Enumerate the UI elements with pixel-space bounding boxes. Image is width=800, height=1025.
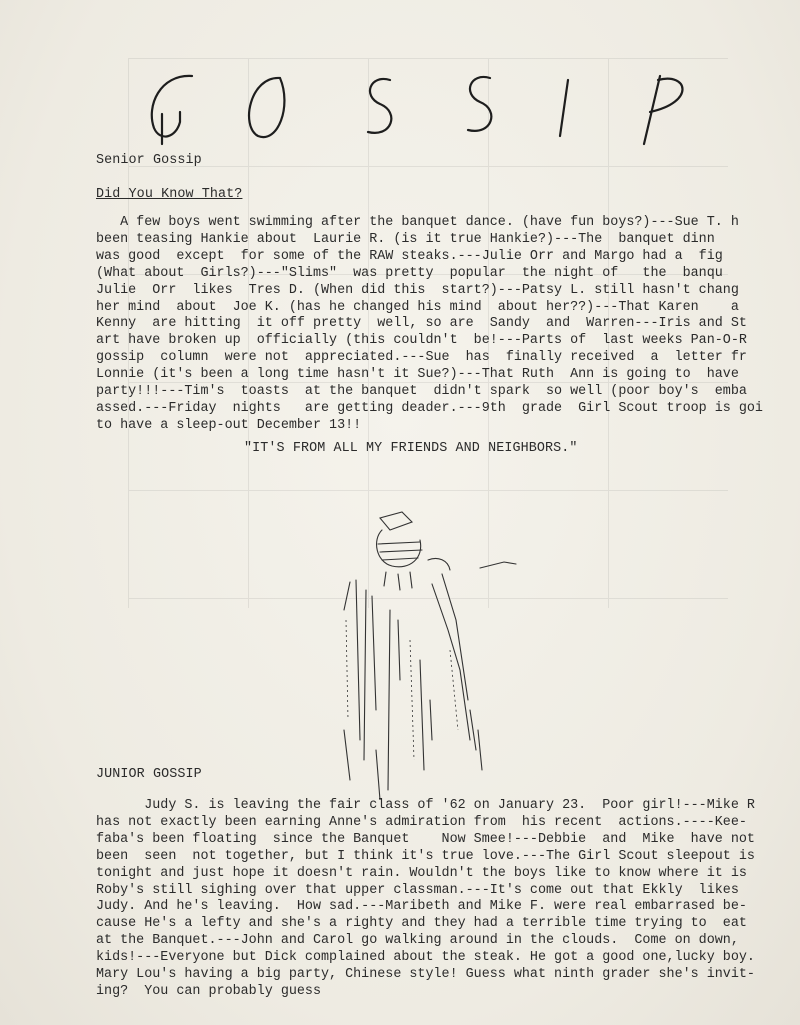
senior-line: (What about Girls?)---"Slims" was pretty popular the night of the banqu: [96, 265, 723, 281]
handwritten-title-art: [140, 66, 700, 146]
senior-line: A few boys went swimming after the banquet dance. (have fun boys?)---Sue T. h: [96, 215, 739, 230]
senior-line: Kenny are hitting it off pretty well, so are Sandy and Warren---Iris and St: [96, 316, 747, 332]
senior-line: assed.---Friday nights are getting deader.---9th grade Girl Scout troop is goi: [96, 400, 763, 416]
senior-gossip-paragraph: [96, 215, 792, 435]
senior-gossip-heading: Senior Gossip: [96, 153, 202, 168]
senior-line: been teasing Hankie about Laurie R. (is it true Hankie?)---The banquet dinn: [96, 231, 715, 247]
junior-line: tonight and just hope it doesn't rain. Wouldn't the boys like to know where it is: [96, 865, 747, 881]
figure-sketch-icon: [320, 500, 540, 800]
junior-line: Judy. And he's leaving. How sad.---Maribeth and Mike F. were real embarrased be-: [96, 899, 747, 915]
senior-line: Julie Orr likes Tres D. (When did this start?)---Patsy L. still hasn't chang: [96, 282, 739, 298]
junior-line: at the Banquet.---John and Carol go walking around in the clouds. Come on down,: [96, 933, 739, 949]
junior-line: has not exactly been earning Anne's admiration from his recent actions.----Kee-: [96, 814, 747, 830]
senior-line: was good except for some of the RAW steaks.---Julie Orr and Margo had a fig: [96, 248, 723, 264]
senior-line: her mind about Joe K. (has he changed his mind about her??)---That Karen a: [96, 299, 739, 315]
senior-line: party!!!---Tim's toasts at the banquet didn't spark so well (poor boy's emba: [96, 384, 747, 400]
did-you-know-heading: Did You Know That?: [96, 187, 243, 202]
junior-line: been seen not together, but I think it's true love.---The Girl Scout sleepout is: [96, 848, 755, 864]
junior-line: Judy S. is leaving the fair class of '62 on January 23. Poor girl!---Mike R: [96, 798, 755, 813]
senior-line: art have broken up officially (this couldn't be!---Parts of last weeks Pan-O-R: [96, 333, 747, 349]
junior-line: cause He's a lefty and she's a righty and they had a terrible time trying to eat: [96, 916, 747, 932]
senior-line: to have a sleep-out December 13!!: [96, 417, 362, 433]
junior-gossip-heading: JUNIOR GOSSIP: [96, 767, 202, 782]
junior-line: Roby's still sighing over that upper classman.---It's come out that Ekkly likes: [96, 882, 739, 898]
page-title: [140, 66, 700, 146]
friends-neighbors-quote: "IT'S FROM ALL MY FRIENDS AND NEIGHBORS.": [244, 441, 578, 456]
junior-line: faba's been floating since the Banquet Now Smee!---Debbie and Mike have not: [96, 831, 755, 847]
junior-line: Mary Lou's having a big party, Chinese style! Guess what ninth grader she's invit-: [96, 967, 755, 983]
junior-line: ing? You can probably guess: [96, 983, 321, 999]
junior-gossip-paragraph: [96, 798, 792, 1001]
senior-line: Lonnie (it's been a long time hasn't it Sue?)---That Ruth Ann is going to have: [96, 367, 739, 383]
hand-drawn-figure-sketch: [320, 500, 540, 800]
junior-line: kids!---Everyone but Dick complained about the steak. He got a good one,lucky boy.: [96, 950, 755, 966]
senior-line: gossip column were not appreciated.---Sue has finally received a letter fr: [96, 350, 747, 366]
